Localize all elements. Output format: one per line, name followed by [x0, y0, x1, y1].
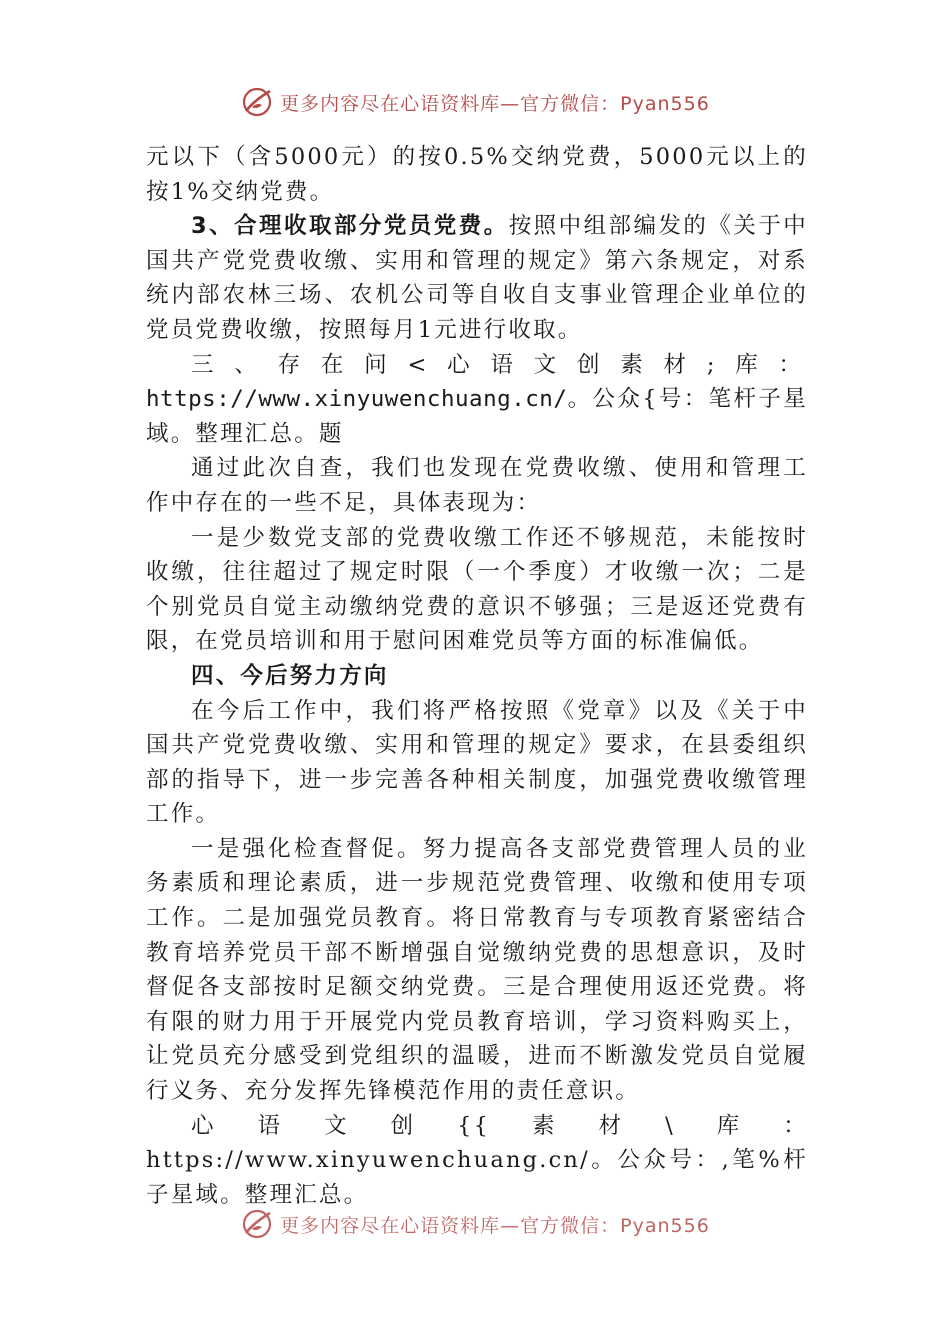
footer-watermark-text: 更多内容尽在心语资料库—官方微信：Pyan556 — [280, 1214, 710, 1237]
section-heading-3: 3、合理收取部分党员党费。 — [191, 213, 509, 240]
header-watermark-banner — [0, 82, 950, 122]
footer-watermark-banner — [0, 1204, 950, 1244]
paragraph-fee-rates: 元以下（含5000元）的按0.5%交纳党费，5000元以上的按1%交纳党费。 — [146, 144, 808, 205]
paragraph-shortcomings: 一是少数党支部的党费收缴工作还不够规范，未能按时收缴，往往超过了规定时限（一个季度）才收缴一次；二是个别党员自觉主动缴纳党费的意识不够强；三是返还党费有限，在党员培训和用于慰问困难党员等方面的标准偏低。 — [146, 524, 808, 655]
paragraph-future-intro: 在今后工作中，我们将严格按照《党章》以及《关于中国共产党党费收缴、实用和管理的规定》要求，在县委组织部的指导下，进一步完善各种相关制度，加强党费收缴管理工作。 — [146, 697, 808, 828]
document-body — [146, 140, 808, 1212]
brush-logo-icon — [240, 85, 274, 119]
paragraph-watermark-note: 心语文创{{素材\库：https://www.xinyuwenchuang.cn/。公众号：,笔%杆子星域。整理汇总。 — [146, 1112, 808, 1208]
section-heading-problems — [146, 348, 808, 452]
header-watermark-text: 更多内容尽在心语资料库—官方微信：Pyan556 — [280, 92, 710, 115]
paragraph-measures: 一是强化检查督促。努力提高各支部党费管理人员的业务素质和理论素质，进一步规范党费管理、收缴和使用专项工作。二是加强党员教育。将日常教育与专项教育紧密结合教育培养党员干部不断增强自觉缴纳党费的思想意识，及时督促各支部按时足额交纳党费。三是合理使用返还党费。将有限的财力用于开展党内党员教育培训，学习资料购买上，让党员充分感受到党组织的温暖，进而不断激发党员自觉履行义务、充分发挥先锋模范作用的责任意识。 — [146, 835, 808, 1105]
paragraph-partial-collection-text: 按照中组部编发的《关于中国共产党党费收缴、实用和管理的规定》第六条规定，对系统内部农林三场、农机公司等自收自支事业管理企业单位的党员党费收缴，按照每月1元进行收取。 — [146, 213, 808, 343]
section-heading-future: 四、今后努力方向 — [191, 662, 389, 689]
brush-logo-icon — [240, 1207, 274, 1241]
watermark-url: https://www.xinyuwenchuang.cn/ — [146, 386, 568, 413]
section-heading-problems-suffix: 。公众{号：笔杆子星域。整理汇总。题 — [146, 386, 808, 447]
section-heading-problems-text: 三、存在问<心语文创素材;库： — [191, 351, 808, 378]
paragraph-partial-collection — [146, 209, 808, 347]
paragraph-self-check: 通过此次自查，我们也发现在党费收缴、使用和管理工作中存在的一些不足，具体表现为： — [146, 455, 808, 516]
